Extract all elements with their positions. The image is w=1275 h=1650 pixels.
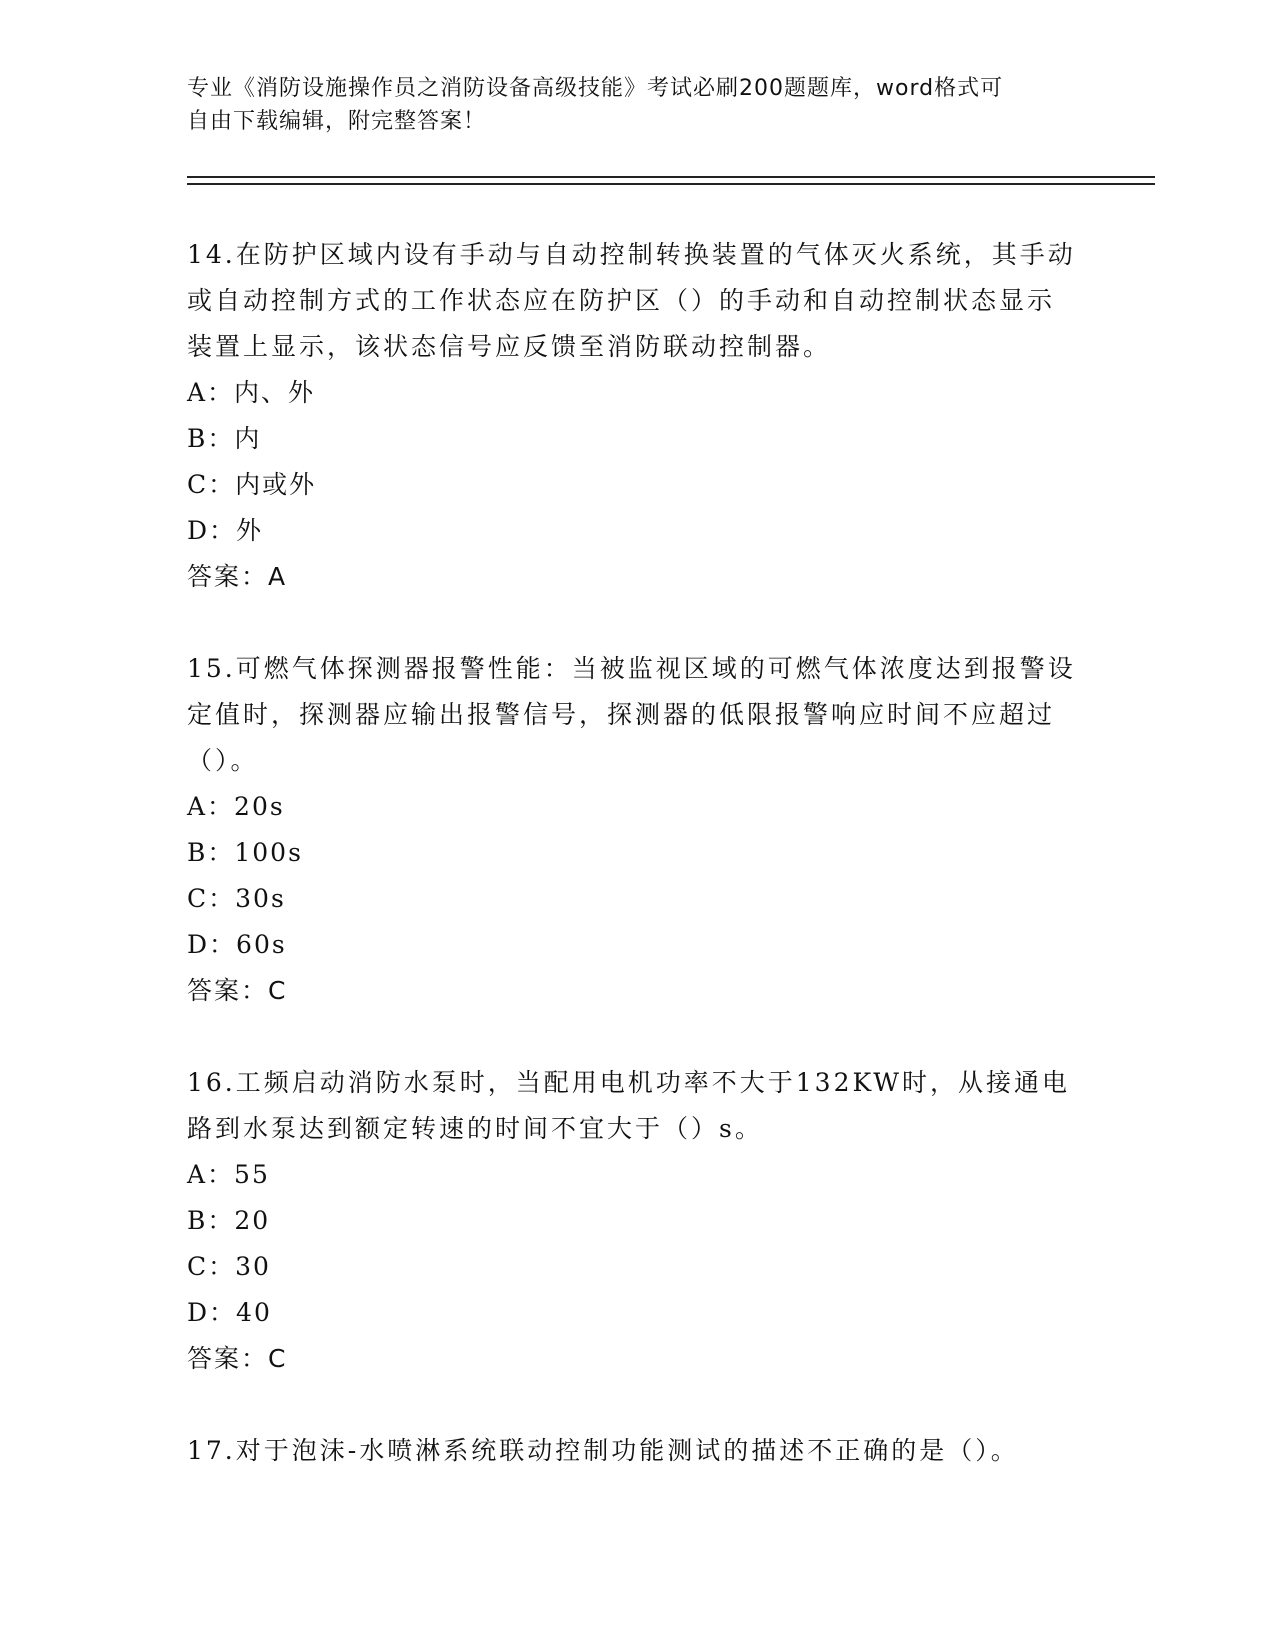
document-header	[187, 72, 1087, 138]
question-14	[187, 232, 1077, 600]
question-17	[187, 1428, 1077, 1474]
answer: 答案：C	[187, 1344, 288, 1373]
question-stem: 17.对于泡沫-水喷淋系统联动控制功能测试的描述不正确的是（）。	[187, 1436, 1019, 1465]
option-b: B：20	[187, 1206, 271, 1235]
option-a: A：内、外	[187, 378, 316, 407]
option-c: C：30	[187, 1252, 271, 1281]
header-divider	[187, 176, 1155, 185]
header-line-2: 自由下载编辑，附完整答案！	[187, 109, 487, 134]
question-stem: 15.可燃气体探测器报警性能：当被监视区域的可燃气体浓度达到报警设定值时，探测器应输出报警信号，探测器的低限报警响应时间不应超过（）。	[187, 654, 1076, 775]
question-stem: 14.在防护区域内设有手动与自动控制转换装置的气体灭火系统，其手动或自动控制方式的工作状态应在防护区（）的手动和自动控制状态显示装置上显示，该状态信号应反馈至消防联动控制器。	[187, 240, 1076, 361]
option-a: A：20s	[187, 792, 285, 821]
option-c: C：内或外	[187, 470, 317, 499]
option-d: D：外	[187, 516, 264, 545]
header-line-1: 专业《消防设施操作员之消防设备高级技能》考试必刷200题题库，word格式可	[187, 76, 1004, 101]
answer: 答案：A	[187, 562, 288, 591]
option-b: B：100s	[187, 838, 303, 867]
option-a: A：55	[187, 1160, 270, 1189]
option-d: D：40	[187, 1298, 272, 1327]
question-stem: 16.工频启动消防水泵时，当配用电机功率不大于132KW时，从接通电路到水泵达到额定转速的时间不宜大于（）s。	[187, 1068, 1070, 1143]
answer: 答案：C	[187, 976, 288, 1005]
option-b: B：内	[187, 424, 262, 453]
option-c: C：30s	[187, 884, 286, 913]
question-15	[187, 646, 1077, 1014]
question-16	[187, 1060, 1077, 1382]
option-d: D：60s	[187, 930, 287, 959]
